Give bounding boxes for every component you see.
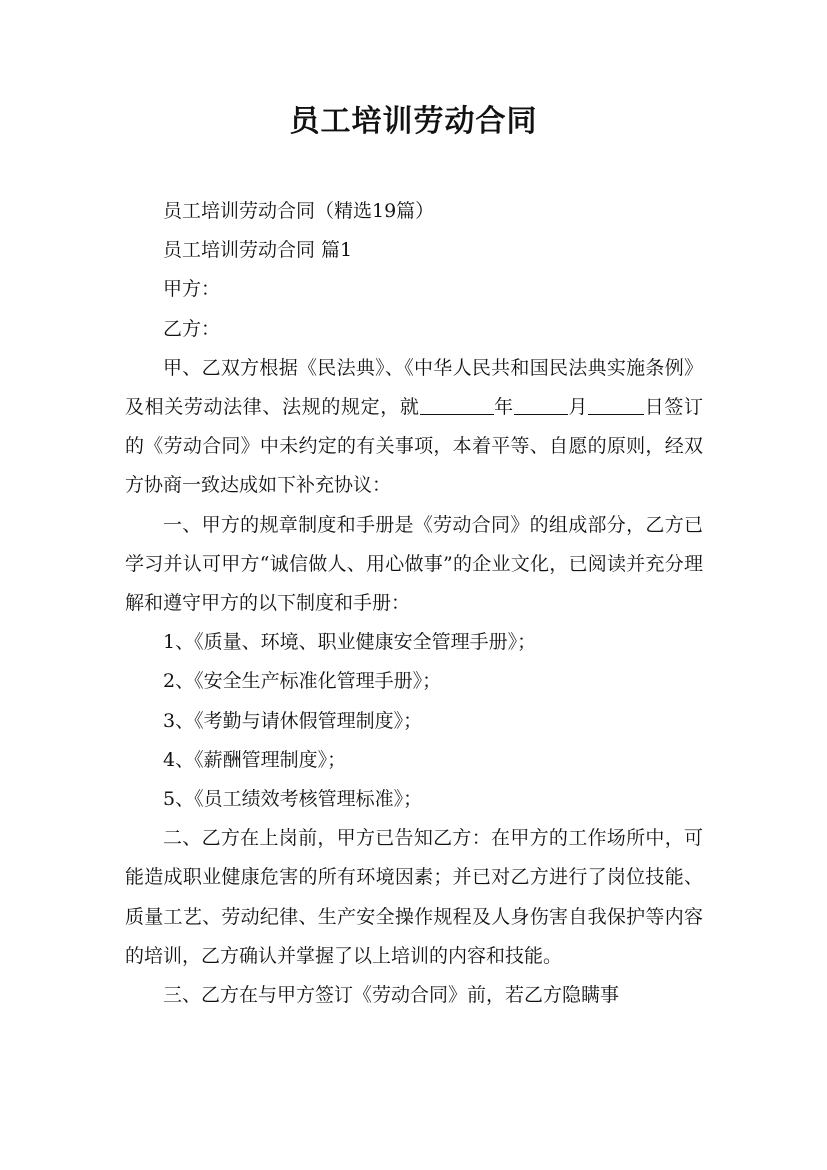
paragraph-clause-3: 三、乙方在与甲方签订《劳动合同》前，若乙方隐瞒事 bbox=[163, 984, 620, 1007]
paragraph-party-a: 甲方： bbox=[163, 278, 221, 301]
preamble-text-end: 日签订的《劳动合同》中未约定的有关事项，本着平等、自愿的原则，经双方协商一致达成如下补充协议： bbox=[125, 396, 703, 497]
document-body bbox=[125, 192, 703, 1015]
month-label: 月 bbox=[567, 396, 589, 419]
list-item-5: 5、《员工绩效考核管理标准》； bbox=[163, 788, 423, 811]
list-item-3: 3、《考勤与请休假管理制度》； bbox=[163, 709, 423, 732]
paragraph-clause-1: 一、甲方的规章制度和手册是《劳动合同》的组成部分，乙方已学习并认可甲方“诚信做人、用心做事”的企业文化，已阅读并充分理解和遵守甲方的以下制度和手册： bbox=[125, 513, 703, 615]
list-item-4: 4、《薪酬管理制度》； bbox=[163, 748, 347, 771]
year-label: 年 bbox=[493, 396, 514, 419]
paragraph-subtitle: 员工培训劳动合同（精选19篇） bbox=[163, 200, 435, 222]
preamble-text-start: 甲、乙双方根据《民法典》、《中华人民共和国民法典实施条例》及相关劳动法律、法规的规定，就 bbox=[125, 356, 703, 419]
list-item-1: 1、《质量、环境、职业健康安全管理手册》； bbox=[163, 631, 537, 654]
day-blank bbox=[588, 394, 644, 415]
month-blank bbox=[514, 394, 568, 415]
paragraph-clause-2: 二、乙方在上岗前，甲方已告知乙方：在甲方的工作场所中，可能造成职业健康危害的所有环境因素；并已对乙方进行了岗位技能、质量工艺、劳动纪律、生产安全操作规程及人身伤害自我保护等内容的培训，乙方确认并掌握了以上培训的内容和技能。 bbox=[125, 827, 703, 967]
paragraph-section-heading: 员工培训劳动合同 篇1 bbox=[163, 239, 353, 262]
paragraph-preamble bbox=[125, 349, 703, 506]
list-item-2: 2、《安全生产标准化管理手册》； bbox=[163, 670, 442, 693]
year-blank bbox=[420, 394, 494, 415]
document-title: 员工培训劳动合同 bbox=[289, 104, 538, 139]
paragraph-party-b: 乙方： bbox=[163, 317, 221, 340]
